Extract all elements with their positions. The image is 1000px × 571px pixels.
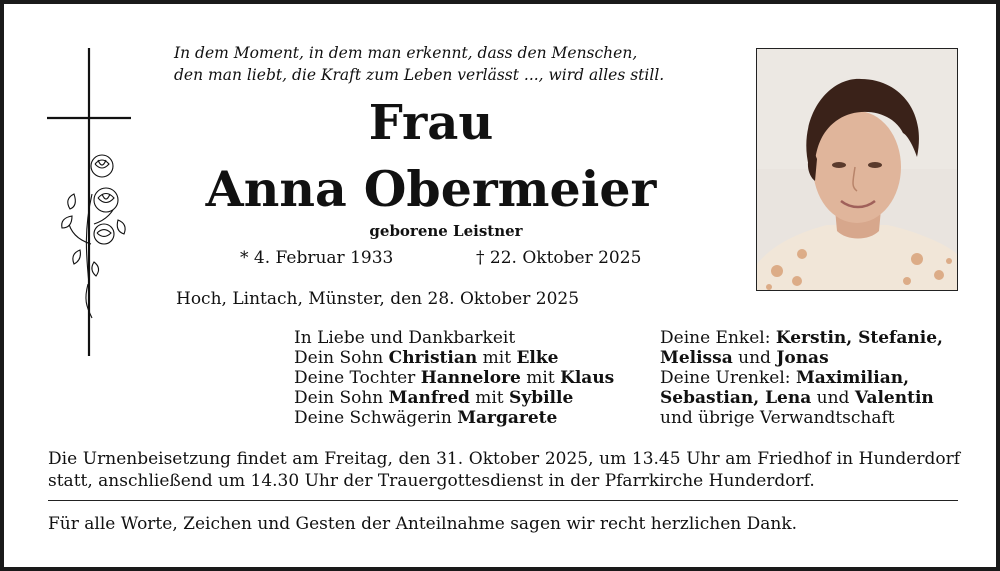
family-member-name: Manfred (388, 388, 470, 408)
family-relation-text: Deine Urenkel: (660, 368, 796, 388)
family-list-left (294, 328, 614, 428)
family-relation-text: und übrige Verwandtschaft (660, 408, 895, 428)
family-relation-text: Dein Sohn (294, 348, 389, 368)
family-relation-text: mit (469, 388, 510, 408)
epitaph-quote (174, 42, 734, 86)
quote-line-2: den man liebt, die Kraft zum Leben verlässt ..., wird alles still. (174, 66, 665, 84)
family-member-name: Klaus (560, 368, 615, 388)
family-member-name: Hannelore (420, 368, 521, 388)
family-member-name: Kerstin, Stefanie, (775, 328, 943, 348)
family-line (294, 368, 614, 388)
family-line (294, 408, 614, 428)
burial-notice: Die Urnenbeisetzung findet am Freitag, den 31. Oktober 2025, um 13.45 Uhr am Friedhof in Hunderdorf statt, anschließend um 14.30 Uhr der Trauergottesdienst in der Pfarrkirche Hunderdorf. (48, 449, 960, 491)
family-member-name: Maximilian, (795, 368, 910, 388)
family-line (294, 388, 614, 408)
portrait-image (757, 49, 957, 290)
family-list-right (660, 328, 943, 428)
family-member-name: Margarete (457, 408, 558, 428)
family-line (660, 408, 943, 428)
family-member-name: Christian (388, 348, 478, 368)
family-line (660, 368, 943, 388)
family-relation-text: Deine Tochter (294, 368, 421, 388)
family-member-name: Sebastian, Lena (660, 388, 812, 408)
place-and-date: Hoch, Lintach, Münster, den 28. Oktober 2025 (176, 289, 580, 309)
family-relation-text: und (732, 348, 777, 368)
honorific-title: Frau (368, 95, 494, 151)
family-line (294, 328, 614, 348)
thank-you-note: Für alle Worte, Zeichen und Gesten der Anteilnahme sagen wir recht herzlichen Dank. (48, 514, 798, 534)
family-member-name: Sybille (509, 388, 574, 408)
family-relation-text: Dein Sohn (294, 388, 389, 408)
family-line (660, 348, 943, 368)
deceased-name: Anna Obermeier (205, 160, 657, 218)
quote-line-1: In dem Moment, in dem man erkennt, dass den Menschen, (174, 44, 638, 62)
death-date: † 22. Oktober 2025 (476, 248, 642, 268)
cross-with-roses-icon (34, 44, 144, 364)
birth-date: * 4. Februar 1933 (240, 248, 394, 268)
divider (48, 500, 958, 501)
family-line (660, 388, 943, 408)
family-line (660, 328, 943, 348)
family-relation-text: und (811, 388, 855, 408)
family-relation-text: Deine Enkel: (660, 328, 776, 348)
maiden-name: geborene Leistner (369, 222, 523, 240)
family-relation-text: In Liebe und Dankbarkeit (294, 328, 516, 348)
family-relation-text: Deine Schwägerin (294, 408, 458, 428)
family-member-name: Valentin (854, 388, 934, 408)
family-member-name: Elke (516, 348, 559, 368)
family-member-name: Melissa (660, 348, 733, 368)
family-relation-text: mit (477, 348, 517, 368)
family-relation-text: mit (520, 368, 561, 388)
family-member-name: Jonas (776, 348, 829, 368)
family-line (294, 348, 614, 368)
portrait-photo (756, 48, 958, 291)
